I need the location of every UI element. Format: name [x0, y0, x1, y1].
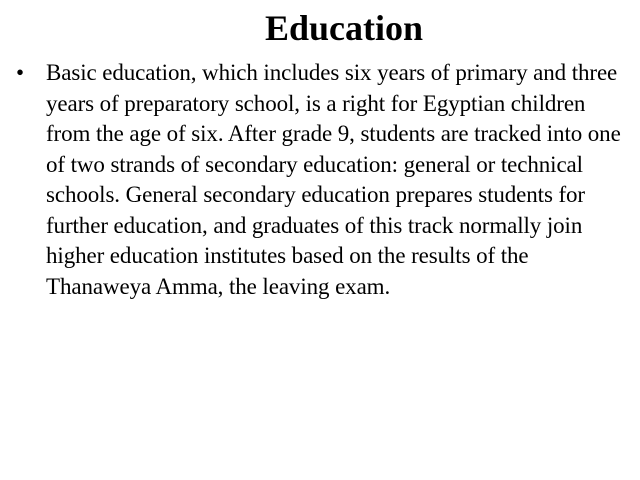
bullet-item	[16, 58, 628, 302]
bullet-icon: •	[16, 60, 24, 85]
bullet-text: Basic education, which includes six years of primary and three years of preparatory school, is a right for Egyptian children from the age of six. After grade 9, students are tracked into one of two strands of secondary education: general or technical schools. General secondary education prepares students for further education, and graduates of this track normally join higher education institutes based on the results of the Thanaweya Amma, the leaving exam.	[46, 60, 621, 299]
bullet-list	[16, 58, 628, 302]
slide-title: Education	[264, 8, 424, 48]
